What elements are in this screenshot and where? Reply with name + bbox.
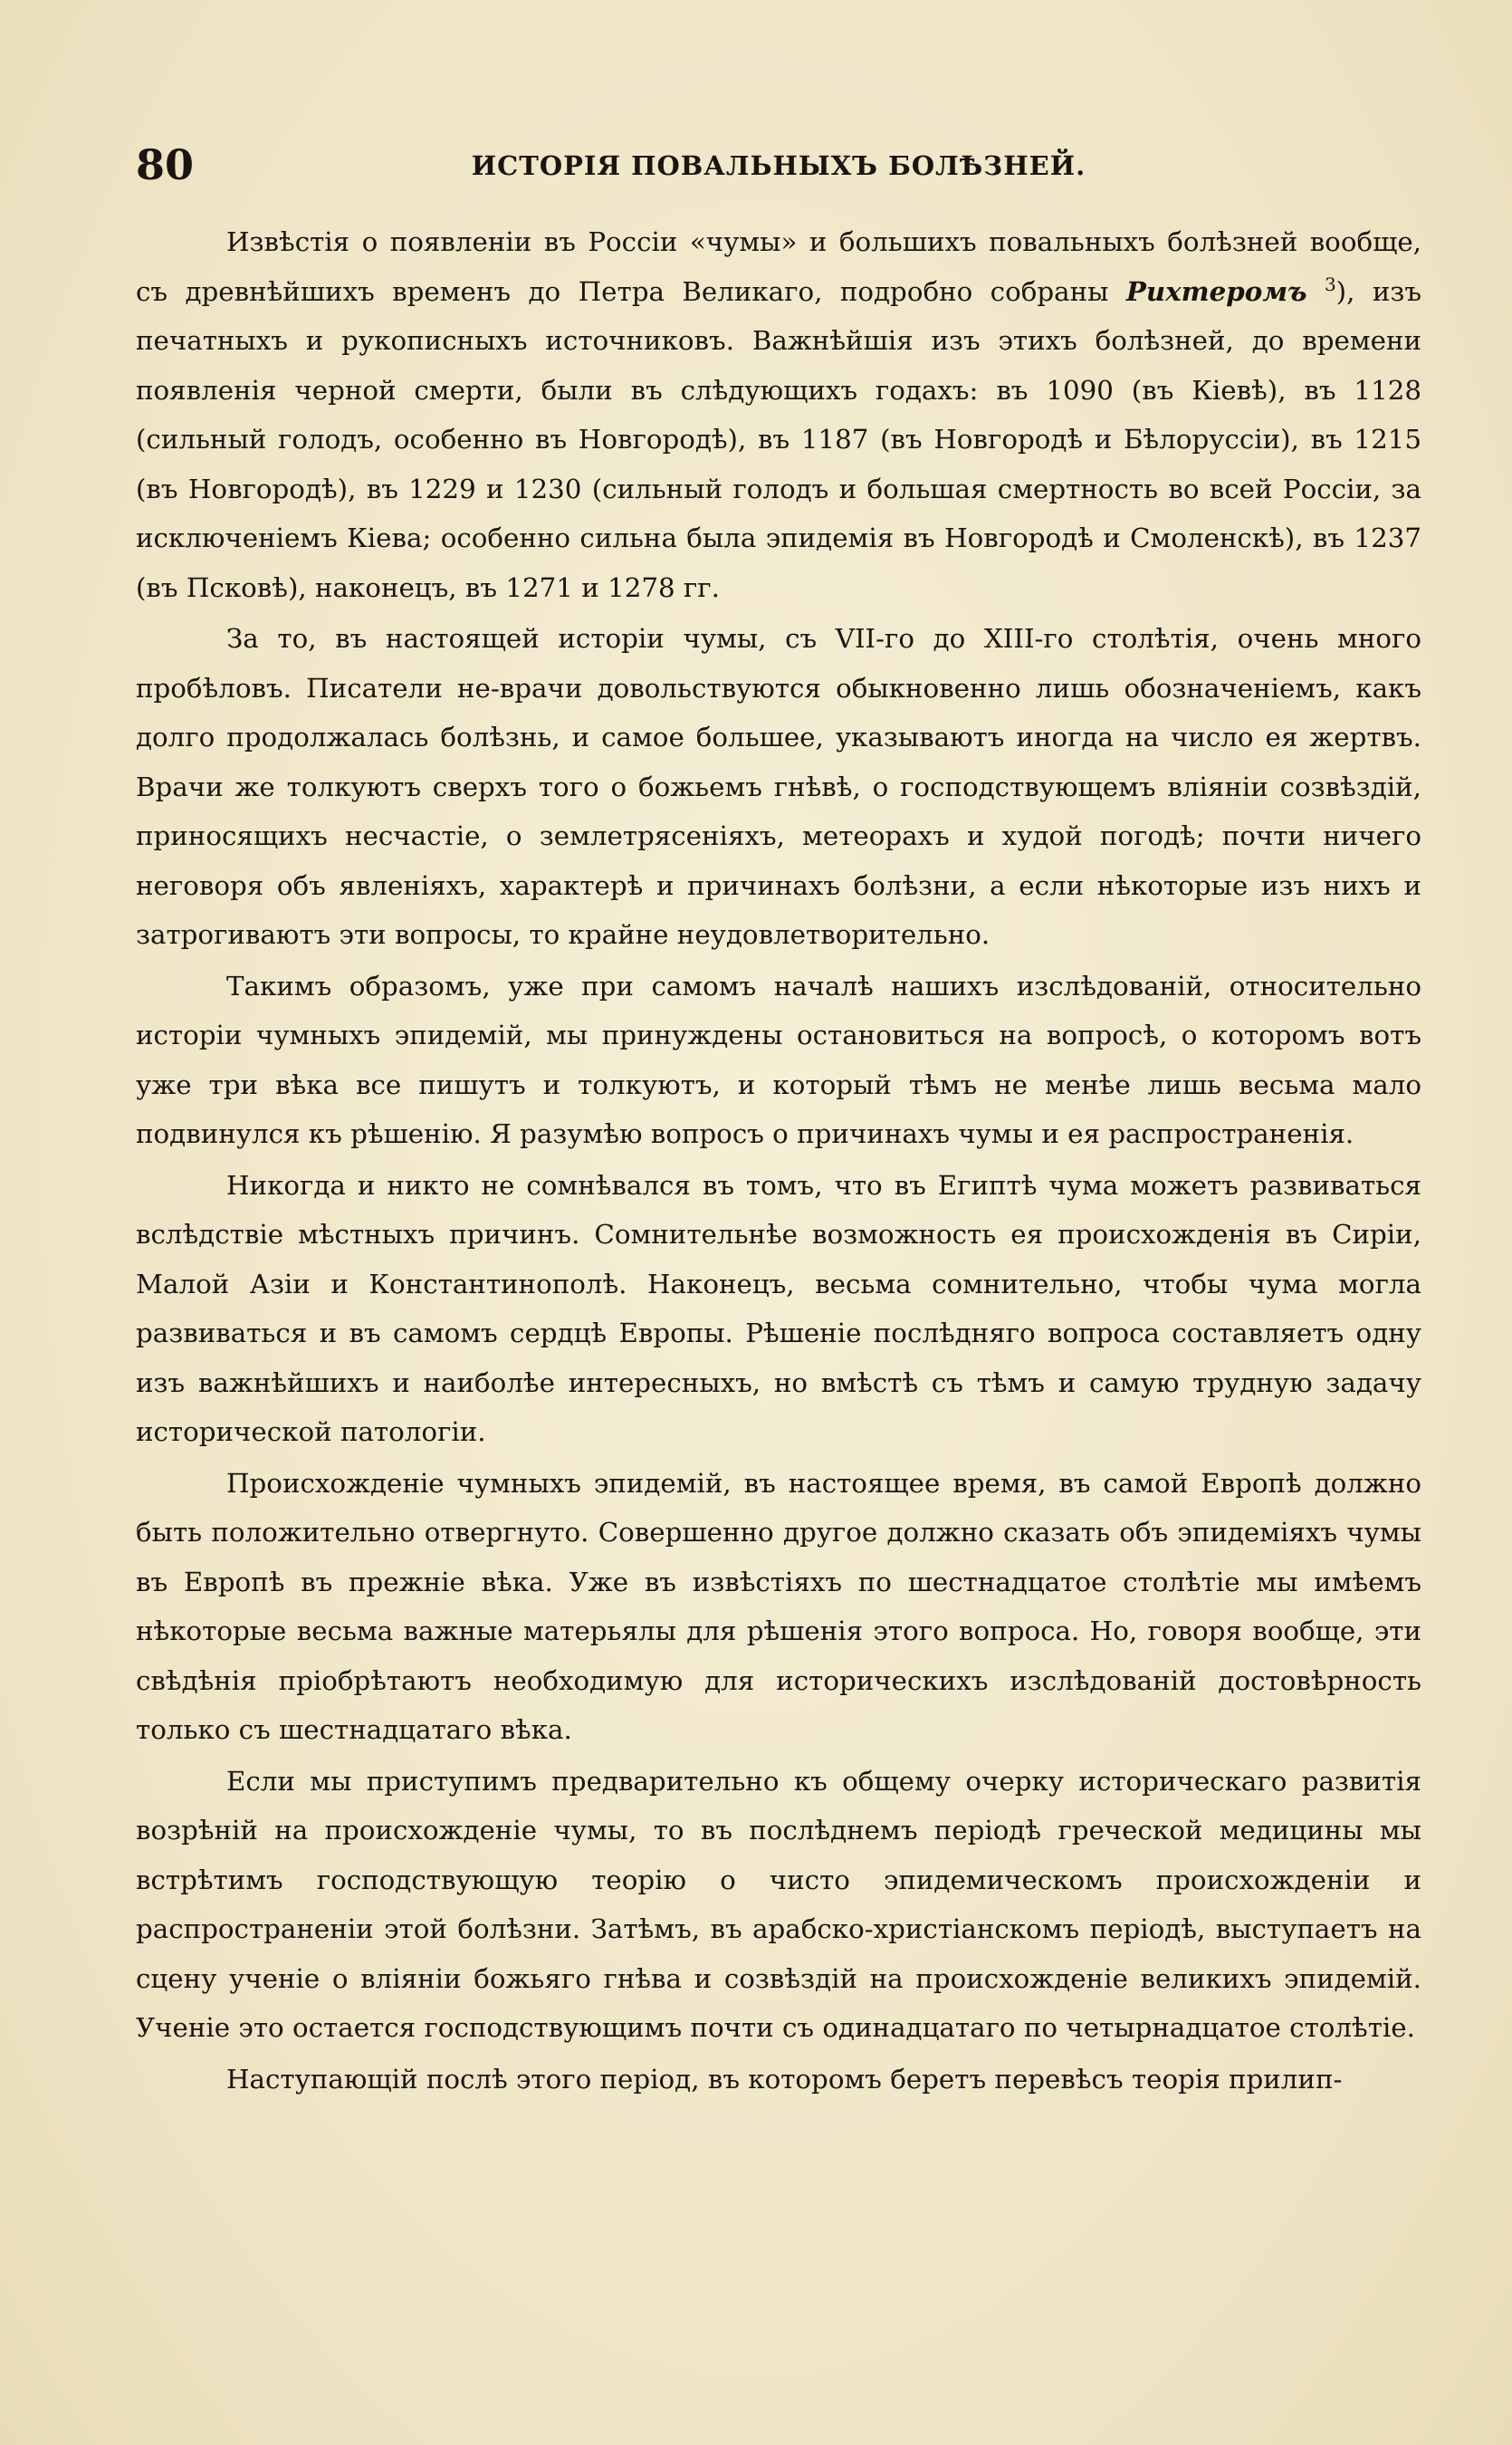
footnote-marker: 3 [1324, 273, 1336, 295]
paragraph-1-text-before: Извѣстія о появленіи въ Россіи «чумы» и большихъ повальныхъ болѣзней вообще, съ древнѣйшихъ временъ до Петра Великаго, подробно собраны [136, 226, 1421, 307]
page-header [136, 138, 1421, 192]
paragraph-4: Никогда и никто не сомнѣвался въ томъ, что въ Египтѣ чума можетъ развиваться вслѣдствіе мѣстныхъ причинъ. Сомнительнѣе возможность ея происхожденія въ Сиріи, Малой Азіи и Константинополѣ. Наконецъ, весьма сомнительно, чтобы чума могла развиваться и въ самомъ сердцѣ Европы. Рѣшеніе послѣдняго вопроса составляетъ одну изъ важнѣйшихъ и наиболѣе интересныхъ, но вмѣстѣ съ тѣмъ и самую трудную задачу исторической патологіи. [136, 1169, 1421, 1447]
page-number: 80 [136, 140, 195, 189]
paragraph-1 [136, 217, 1421, 612]
author-name-richter: Рихтеромъ [1125, 274, 1307, 307]
paragraph-3: Такимъ образомъ, уже при самомъ началѣ нашихъ изслѣдованій, относительно исторіи чумныхъ эпидемій, мы принуждены остановиться на вопросѣ, о которомъ вотъ уже три вѣка все пишутъ и толкуютъ, и который тѣмъ не менѣе лишь весьма мало подвинулся къ рѣшенію. Я разумѣю вопросъ о причинахъ чумы и ея распространенія. [136, 970, 1421, 1149]
paragraph-6: Если мы приступимъ предварительно къ общему очерку историческаго развитія возрѣній на происхожденіе чумы, то въ послѣднемъ періодѣ греческой медицины мы встрѣтимъ господствующую теорію о чисто эпидемическомъ происхожденіи и распространеніи этой болѣзни. Затѣмъ, въ арабско-христіанскомъ періодѣ, выступаетъ на сцену ученіе о вліяніи божьяго гнѣва и созвѣздій на происхожденіе великихъ эпидемій. Ученіе это остается господствующимъ почти съ одинадцатаго по четырнадцатое столѣтіе. [136, 1765, 1421, 2043]
paragraph-1-text-after: ), изъ печатныхъ и рукописныхъ источниковъ. Важнѣйшія изъ этихъ болѣзней, до времени появленія черной смерти, были въ слѣдующихъ годахъ: въ 1090 (въ Кіевѣ), въ 1128 (сильный голодъ, особенно въ Новгородѣ), въ 1187 (въ Новгородѣ и Бѣлоруссіи), въ 1215 (въ Новгородѣ), въ 1229 и 1230 (сильный голодъ и большая смертность во всей Россіи, за исключеніемъ Кіева; особенно сильна была эпидемія въ Новгородѣ и Смоленскѣ), въ 1237 (въ Псковѣ), наконецъ, въ 1271 и 1278 гг. [136, 275, 1421, 603]
paragraph-5: Происхожденіе чумныхъ эпидемій, въ настоящее время, въ самой Европѣ должно быть положительно отвергнуто. Совершенно другое должно сказать объ эпидеміяхъ чумы въ Европѣ въ прежніе вѣка. Уже въ извѣстіяхъ по шестнадцатое столѣтіе мы имѣемъ нѣкоторые весьма важные матерьялы для рѣшенія этого вопроса. Но, говоря вообще, эти свѣдѣнія пріобрѣтаютъ необходимую для историческихъ изслѣдованій достовѣрность только съ шестнадцатаго вѣка. [136, 1467, 1421, 1745]
paragraph-7: Наступающій послѣ этого період, въ которомъ беретъ перевѣсъ теорія прилип- [226, 2063, 1343, 2095]
paragraph-2: За то, въ настоящей исторіи чумы, съ VII-го до XIII-го столѣтія, очень много пробѣловъ. Писатели не-врачи довольствуются обыкновенно лишь обозначеніемъ, какъ долго продолжалась болѣзнь, и самое большее, указываютъ иногда на число ея жертвъ. Врачи же толкуютъ сверхъ того о божьемъ гнѣвѣ, о господствующемъ вліяніи созвѣздій, приносящихъ несчастіе, о землетрясеніяхъ, метеорахъ и худой погодѣ; почти ничего неговоря объ явленіяхъ, характерѣ и причинахъ болѣзни, а если нѣкоторые изъ нихъ и затрогиваютъ эти вопросы, то крайне неудовлетворительно. [136, 623, 1421, 950]
running-head: ИСТОРІЯ ПОВАЛЬНЫХЪ БОЛѢЗНЕЙ. [471, 150, 1086, 181]
body-text [136, 217, 1421, 2105]
